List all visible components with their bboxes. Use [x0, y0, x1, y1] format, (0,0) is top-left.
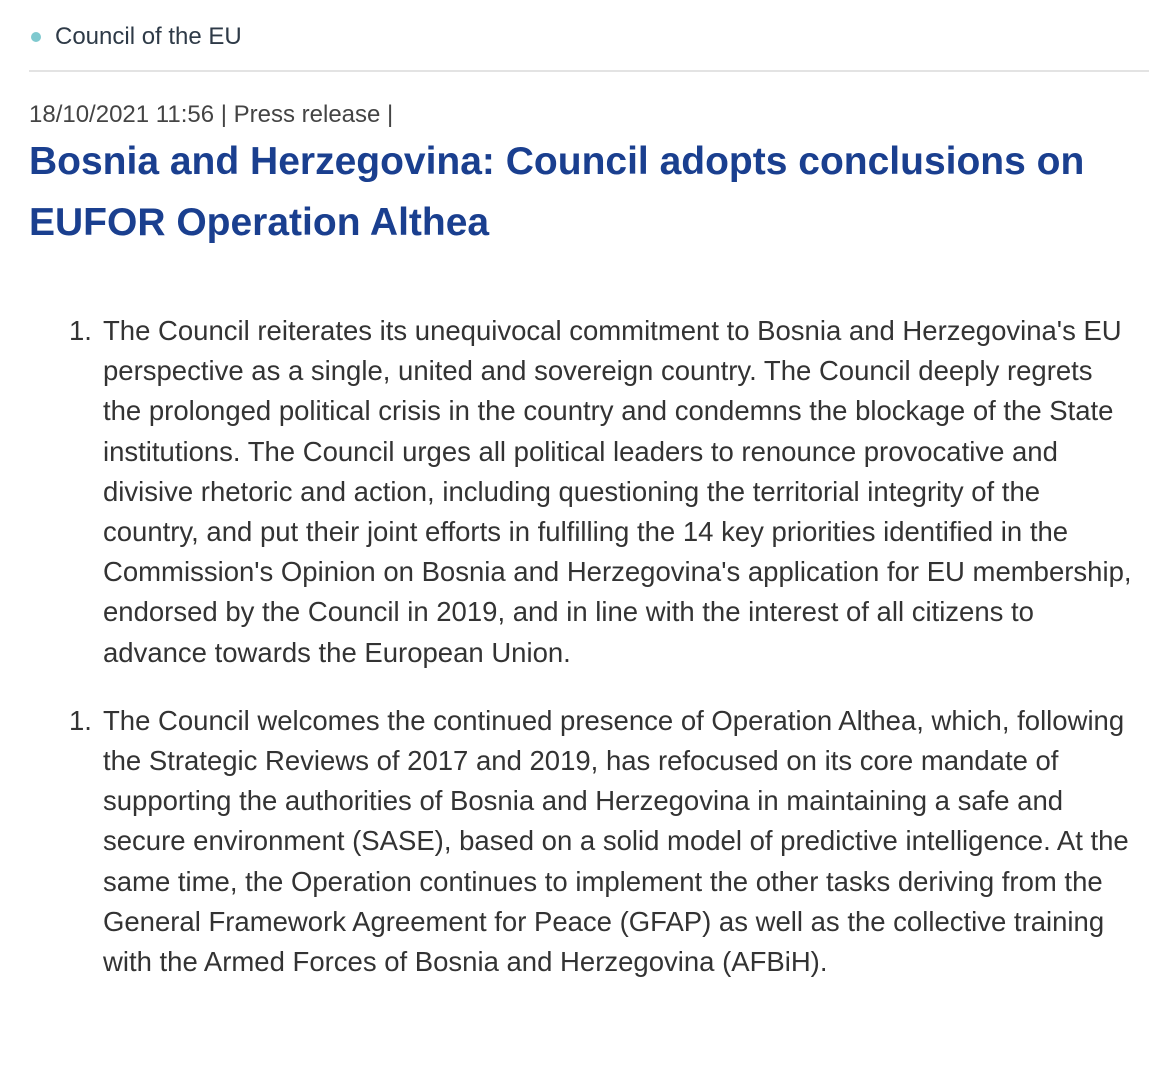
publication-date: 18/10/2021 11:56 [29, 101, 215, 128]
meta-separator: | [214, 101, 234, 128]
source-breadcrumb[interactable] [29, 20, 242, 54]
list-item-text: The Council welcomes the continued presence of Operation Althea, which, following the Strategic Reviews of 2017 and 2019, has refocused on its core mandate of supporting the authorities of Bosnia and Herzegovina in maintaining a safe and secure environment (SASE), based on a solid model of predictive intelligence. At the same time, the Operation continues to implement the other tasks deriving from the General Framework Agreement for Peace (GFAP) as well as the collective training with the Armed Forces of Bosnia and Herzegovina (AFBiH). [103, 704, 1129, 978]
list-item-text: The Council reiterates its unequivocal commitment to Bosnia and Herzegovina's EU perspective as a single, united and sovereign country. The Council deeply regrets the prolonged political crisis in the country and condemns the blockage of the State institutions. The Council urges all political leaders to renounce provocative and divisive rhetoric and action, including questioning the territorial integrity of the country, and put their joint efforts in fulfilling the 14 key priorities identified in the Commission's Opinion on Bosnia and Herzegovina's application for EU membership, endorsed by the Council in 2019, and in line with the interest of all citizens to advance towards the European Union. [103, 315, 1132, 668]
list-item [29, 311, 1132, 673]
publication-type: Press release [233, 101, 381, 128]
list-item-number: 1. [69, 315, 92, 346]
list-item-number: 1. [69, 704, 92, 736]
list-item [29, 701, 1129, 982]
page-title: Bosnia and Herzegovina: Council adopts conclusions on EUFOR Operation Althea [29, 140, 1085, 244]
header-divider [29, 70, 1149, 72]
source-label[interactable]: Council of the EU [55, 23, 242, 50]
publication-meta [29, 98, 393, 132]
conclusions-list [29, 311, 1132, 1010]
meta-trailing-separator: | [380, 101, 394, 128]
bullet-dot-icon [31, 32, 41, 42]
